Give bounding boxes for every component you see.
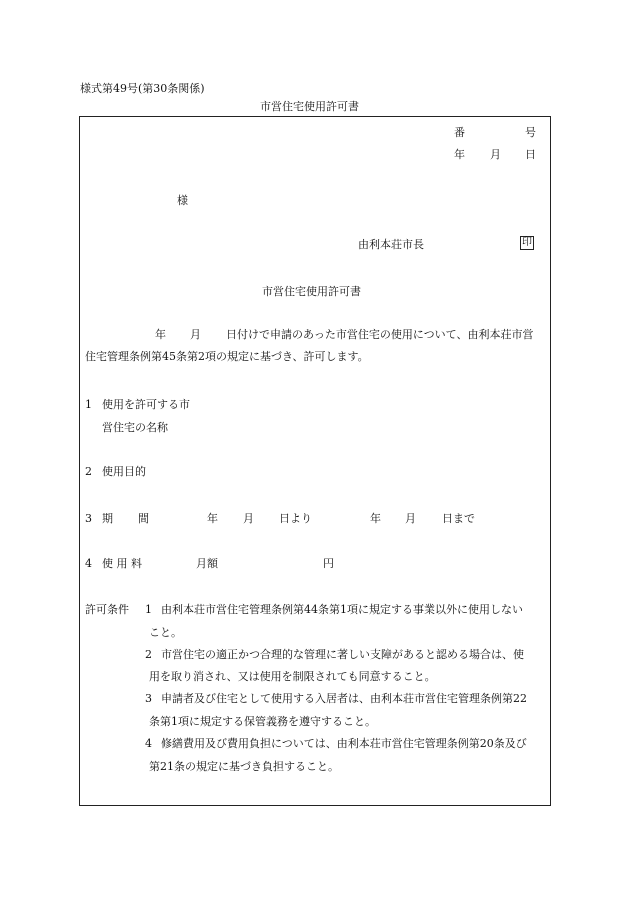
condition-2-line1: 市営住宅の適正かつ合理的な管理に著しい支障があると認める場合は、使 [161, 648, 524, 661]
item4-monthly: 月額 [196, 557, 218, 570]
body-line1: 日付けで申請のあった市営住宅の使用について、由利本荘市営 [226, 328, 534, 341]
item3-from-month: 月 [243, 512, 254, 525]
addressee-honorific: 様 [177, 194, 188, 207]
item3-label-b: 間 [138, 512, 149, 525]
number-label: 番 [454, 126, 465, 139]
condition-4-line1: 修繕費用及び費用負担については、由利本荘市営住宅管理条例第20条及び [161, 737, 527, 750]
condition-2-line2: 用を取り消され、又は使用を制限されても同意すること。 [149, 670, 436, 683]
item3-to-day: 日まで [442, 512, 475, 525]
form-title: 市営住宅使用許可書 [260, 100, 359, 113]
body-date-year: 年 [155, 328, 166, 341]
body-line2: 住宅管理条例第45条第2項の規定に基づき、許可します。 [85, 350, 369, 363]
item3-from-year: 年 [207, 512, 218, 525]
condition-4-line2: 第21条の規定に基づき負担すること。 [149, 760, 339, 773]
seal-mark: 印 [522, 237, 532, 248]
item2-label: 使用目的 [102, 465, 146, 478]
date-year: 年 [454, 148, 465, 161]
date-month: 月 [490, 148, 501, 161]
item3-from-day: 日より [279, 512, 312, 525]
item4-label: 使 用 料 [102, 557, 142, 570]
item4-number: 4 [85, 557, 92, 570]
item3-to-year: 年 [370, 512, 381, 525]
condition-3-line1: 申請者及び住宅として使用する入居者は、由利本荘市営住宅管理条例第22 [161, 692, 527, 705]
condition-2-number: 2 [145, 648, 152, 661]
form-number: 様式第49号(第30条関係) [80, 82, 205, 95]
number-suffix: 号 [525, 126, 536, 139]
document-title: 市営住宅使用許可書 [262, 285, 361, 298]
conditions-heading: 許可条件 [85, 603, 129, 616]
item1-label-line2: 営住宅の名称 [102, 421, 168, 434]
condition-1-line1: 由利本荘市営住宅管理条例第44条第1項に規定する事業以外に使用しない [161, 603, 523, 616]
item1-number: 1 [85, 398, 92, 411]
condition-1-line2: こと。 [149, 626, 182, 639]
condition-4-number: 4 [145, 737, 152, 750]
condition-1-number: 1 [145, 603, 152, 616]
item3-to-month: 月 [405, 512, 416, 525]
item2-number: 2 [85, 465, 92, 478]
body-date-month: 月 [190, 328, 201, 341]
date-day: 日 [525, 148, 536, 161]
item3-number: 3 [85, 512, 92, 525]
condition-3-line2: 条第1項に規定する保管義務を遵守すること。 [149, 715, 376, 728]
item3-label-a: 期 [102, 512, 113, 525]
item1-label-line1: 使用を許可する市 [102, 398, 190, 411]
issuer-name: 由利本荘市長 [358, 238, 424, 251]
item4-yen: 円 [323, 557, 334, 570]
condition-3-number: 3 [145, 692, 152, 705]
